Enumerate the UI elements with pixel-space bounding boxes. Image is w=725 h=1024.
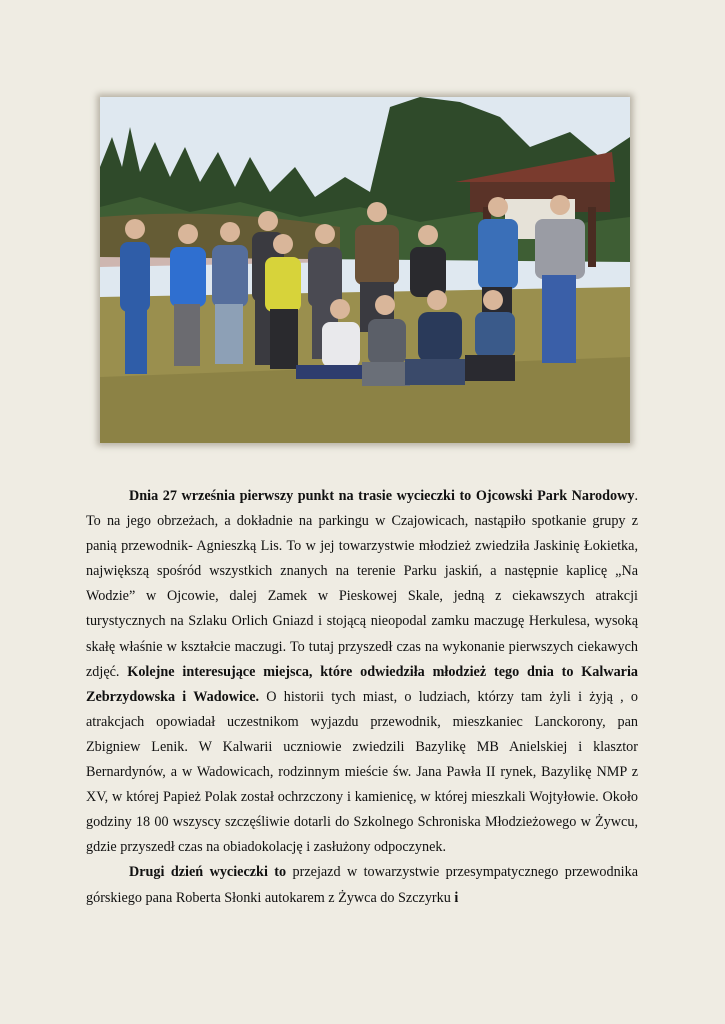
day-two-lead: Drugi dzień wycieczki to <box>129 864 287 881</box>
paragraph-day-one <box>86 484 638 860</box>
article-body <box>86 484 638 911</box>
day-two-text: przejazd w towarzystwie przesympatycznego przewodnika górskiego pana Roberta Słonki autokarem z Żywca do Szczyrku <box>86 864 638 906</box>
day-two-tail: i <box>454 889 459 906</box>
group-photo-illustration <box>100 97 630 443</box>
day-one-text-b: O historii tych miast, o ludziach, którzy tam żyli i żyją , o atrakcjach opowiadał uczestnikom wyjazdu przewodnik, mieszkaniec Lanckorony, pan Zbigniew Lenik. W Kalwarii uczniowie zwiedzili Bazylikę MB Anielskiej i klasztor Bernardynów, a w Wadowicach, rodzinnym mieście św. Jana Pawła II rynek, Bazylikę NMP z XV, w której Papież Polak został ochrzczony i kamienicę, w której mieszkali Wojtyłowie. Około godziny 18 00 wszyscy szczęśliwie dotarli do Szkolnego Schroniska Młodzieżowego w Żywcu, gdzie przyszedł czas na obiadokolację i zasłużony odpoczynek. <box>86 688 638 856</box>
day-one-highlight: Kolejne interesujące miejsca, które odwiedziła młodzież tego dnia to Kalwaria Zebrzydowska i Wadowice. <box>86 663 638 705</box>
day-one-text-a: . To na jego obrzeżach, a dokładnie na parkingu w Czajowicach, nastąpiło spotkanie grupy z panią przewodnik- Agnieszką Lis. To w jej towarzystwie młodzież zwiedziła Jaskinię Łokietka, największą spośród wszystkich znanych na terenie Parku jaskiń, a następnie kaplicę „Na Wodzie” w Ojcowie, dalej Zamek w Pieskowej Skale, jedną z ciekawszych atrakcji turystycznych na Szlaku Orlich Gniazd i stojącą nieopodal zamku maczugę Herkulesa, wysoką skałę właśnie w kształcie maczugi. To tutaj przyszedł czas na wykonanie pierwszych ciekawych zdjęć. <box>86 488 638 680</box>
group-photo <box>100 97 630 443</box>
paragraph-day-two <box>86 860 638 910</box>
day-one-lead: Dnia 27 września pierwszy punkt na trasie wycieczki to Ojcowski Park Narodowy <box>129 488 635 504</box>
